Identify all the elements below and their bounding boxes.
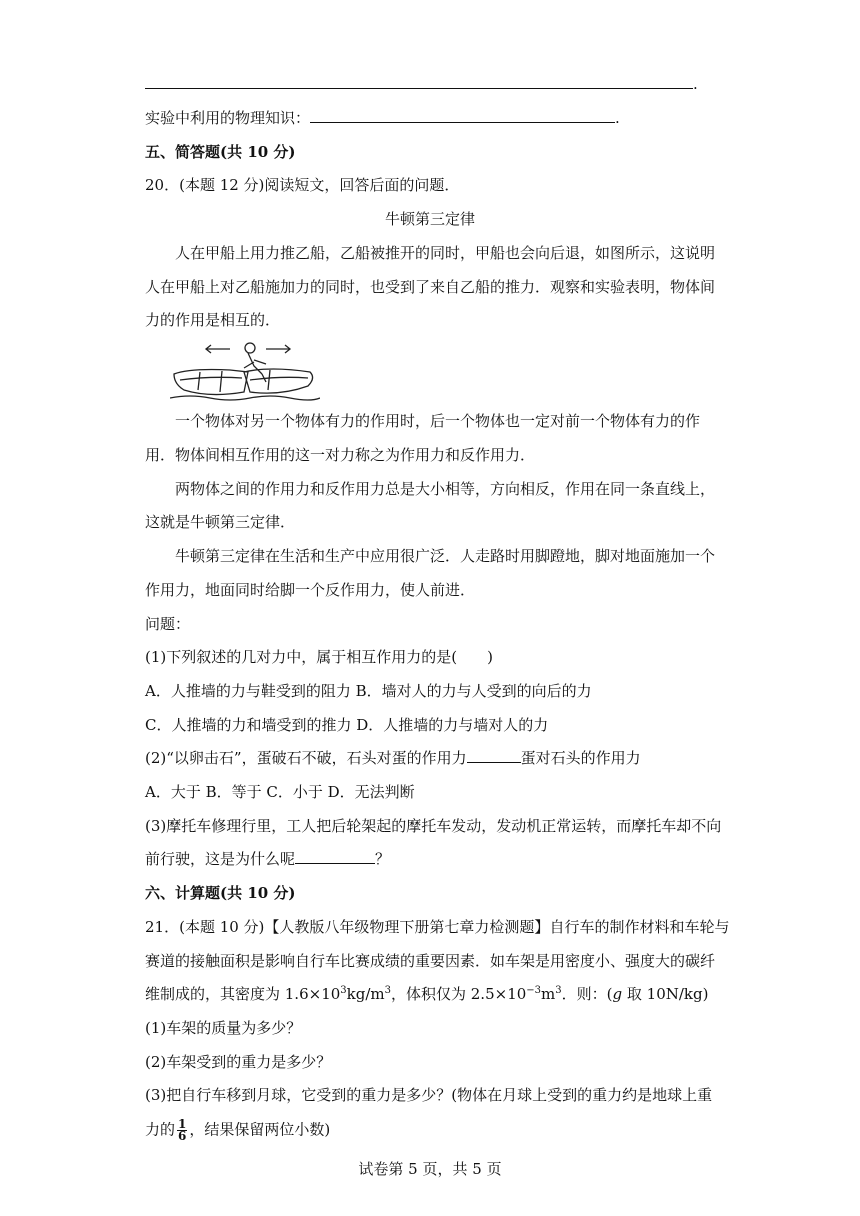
answer-blank[interactable] [295,849,375,864]
passage-p1-line2: 人在甲船上对乙船施加力的同时，也受到了来自乙船的推力．观察和实验表明，物体间 [145,278,716,296]
question-20-3-line2: 前行驶，这是为什么呢 ？ [145,850,391,868]
questions-label: 问题： [145,615,191,633]
passage-p2-line1: 一个物体对另一个物体有力的作用时，后一个物体也一定对前一个物体有力的作 [175,412,701,430]
question-21-line2: 赛道的接触面积是影响自行车比赛成绩的重要因素．如车架是用密度小、强度大的碳纤 [145,952,716,970]
question-21-2: (2)车架受到的重力是多少？ [145,1053,332,1071]
passage-p4-line1: 牛顿第三定律在生活和生产中应用很广泛．人走路时用脚蹬地，脚对地面施加一个 [175,547,716,565]
passage-p3-line2: 这就是牛顿第三定律． [145,513,296,531]
page-footer: 试卷第 5 页，共 5 页 [358,1160,502,1178]
fraction-one-sixth: $\frac{1}{6}$ [178,1117,187,1143]
question-20-2-options: A．大于 B．等于 C．小于 D．无法判断 [145,783,415,801]
question-20-stem: 20．(本题 12 分)阅读短文，回答后面的问题． [145,176,460,194]
question-21-line3: 维制成的，其密度为 $1.6\times 10^3kg/m^3$，体积仅为 $2.5\times 10^{-3}m^3$．则：(g 取 10N/kg) [145,985,709,1003]
answer-line-1: . [145,74,725,94]
question-source: 【人教版八年级物理下册第七章力检测题】 [264,918,550,936]
answer-blank[interactable] [310,108,615,123]
answer-blank[interactable] [145,74,693,89]
section-5-heading: 五、简答题(共 10 分) [145,143,296,161]
left-boat-icon [174,370,248,395]
question-21-3-line2: 力的 $\frac{1}{6}$ ，结果保留两位小数) [145,1117,331,1143]
question-20-2: (2)“以卵击石”，蛋破石不破，石头对蛋的作用力 蛋对石头的作用力 [145,749,641,767]
passage-p1-line3: 力的作用是相互的． [145,311,281,329]
question-21-line1: 21．(本题 10 分)【人教版八年级物理下册第七章力检测题】自行车的制作材料和车轮与 [145,918,730,936]
passage-p4-line2: 作用力，地面同时给脚一个反作用力，使人前进． [145,581,476,599]
question-21-3-line1: (3)把自行车移到月球，它受到的重力是多少？(物体在月球上受到的重力约是地球上重 [145,1086,713,1104]
right-boat-icon [244,369,313,393]
question-20-1-options-ab: A．人推墙的力与鞋受到的阻力 B．墙对人的力与人受到的向后的力 [145,682,592,700]
passage-p3-line1: 两物体之间的作用力和反作用力总是大小相等，方向相反，作用在同一条直线上， [175,480,716,498]
physics-knowledge-line: 实验中利用的物理知识： . [145,109,620,127]
passage-p1-line1: 人在甲船上用力推乙船，乙船被推开的同时，甲船也会向后退，如图所示，这说明 [175,244,716,262]
person-icon [245,343,255,353]
boat-figure [170,338,320,402]
question-20-1: (1)下列叙述的几对力中，属于相互作用力的是( ) [145,648,493,666]
passage-title: 牛顿第三定律 [384,210,475,228]
question-21-1: (1)车架的质量为多少？ [145,1019,302,1037]
question-20-3-line1: (3)摩托车修理行里，工人把后轮架起的摩托车发动，发动机正常运转，而摩托车却不向 [145,817,722,835]
answer-blank[interactable] [467,748,521,763]
section-6-heading: 六、计算题(共 10 分) [145,884,296,902]
question-20-1-options-cd: C．人推墙的力和墙受到的推力 D．人推墙的力与墙对人的力 [145,716,549,734]
passage-p2-line2: 用．物体间相互作用的这一对力称之为作用力和反作用力． [145,446,536,464]
